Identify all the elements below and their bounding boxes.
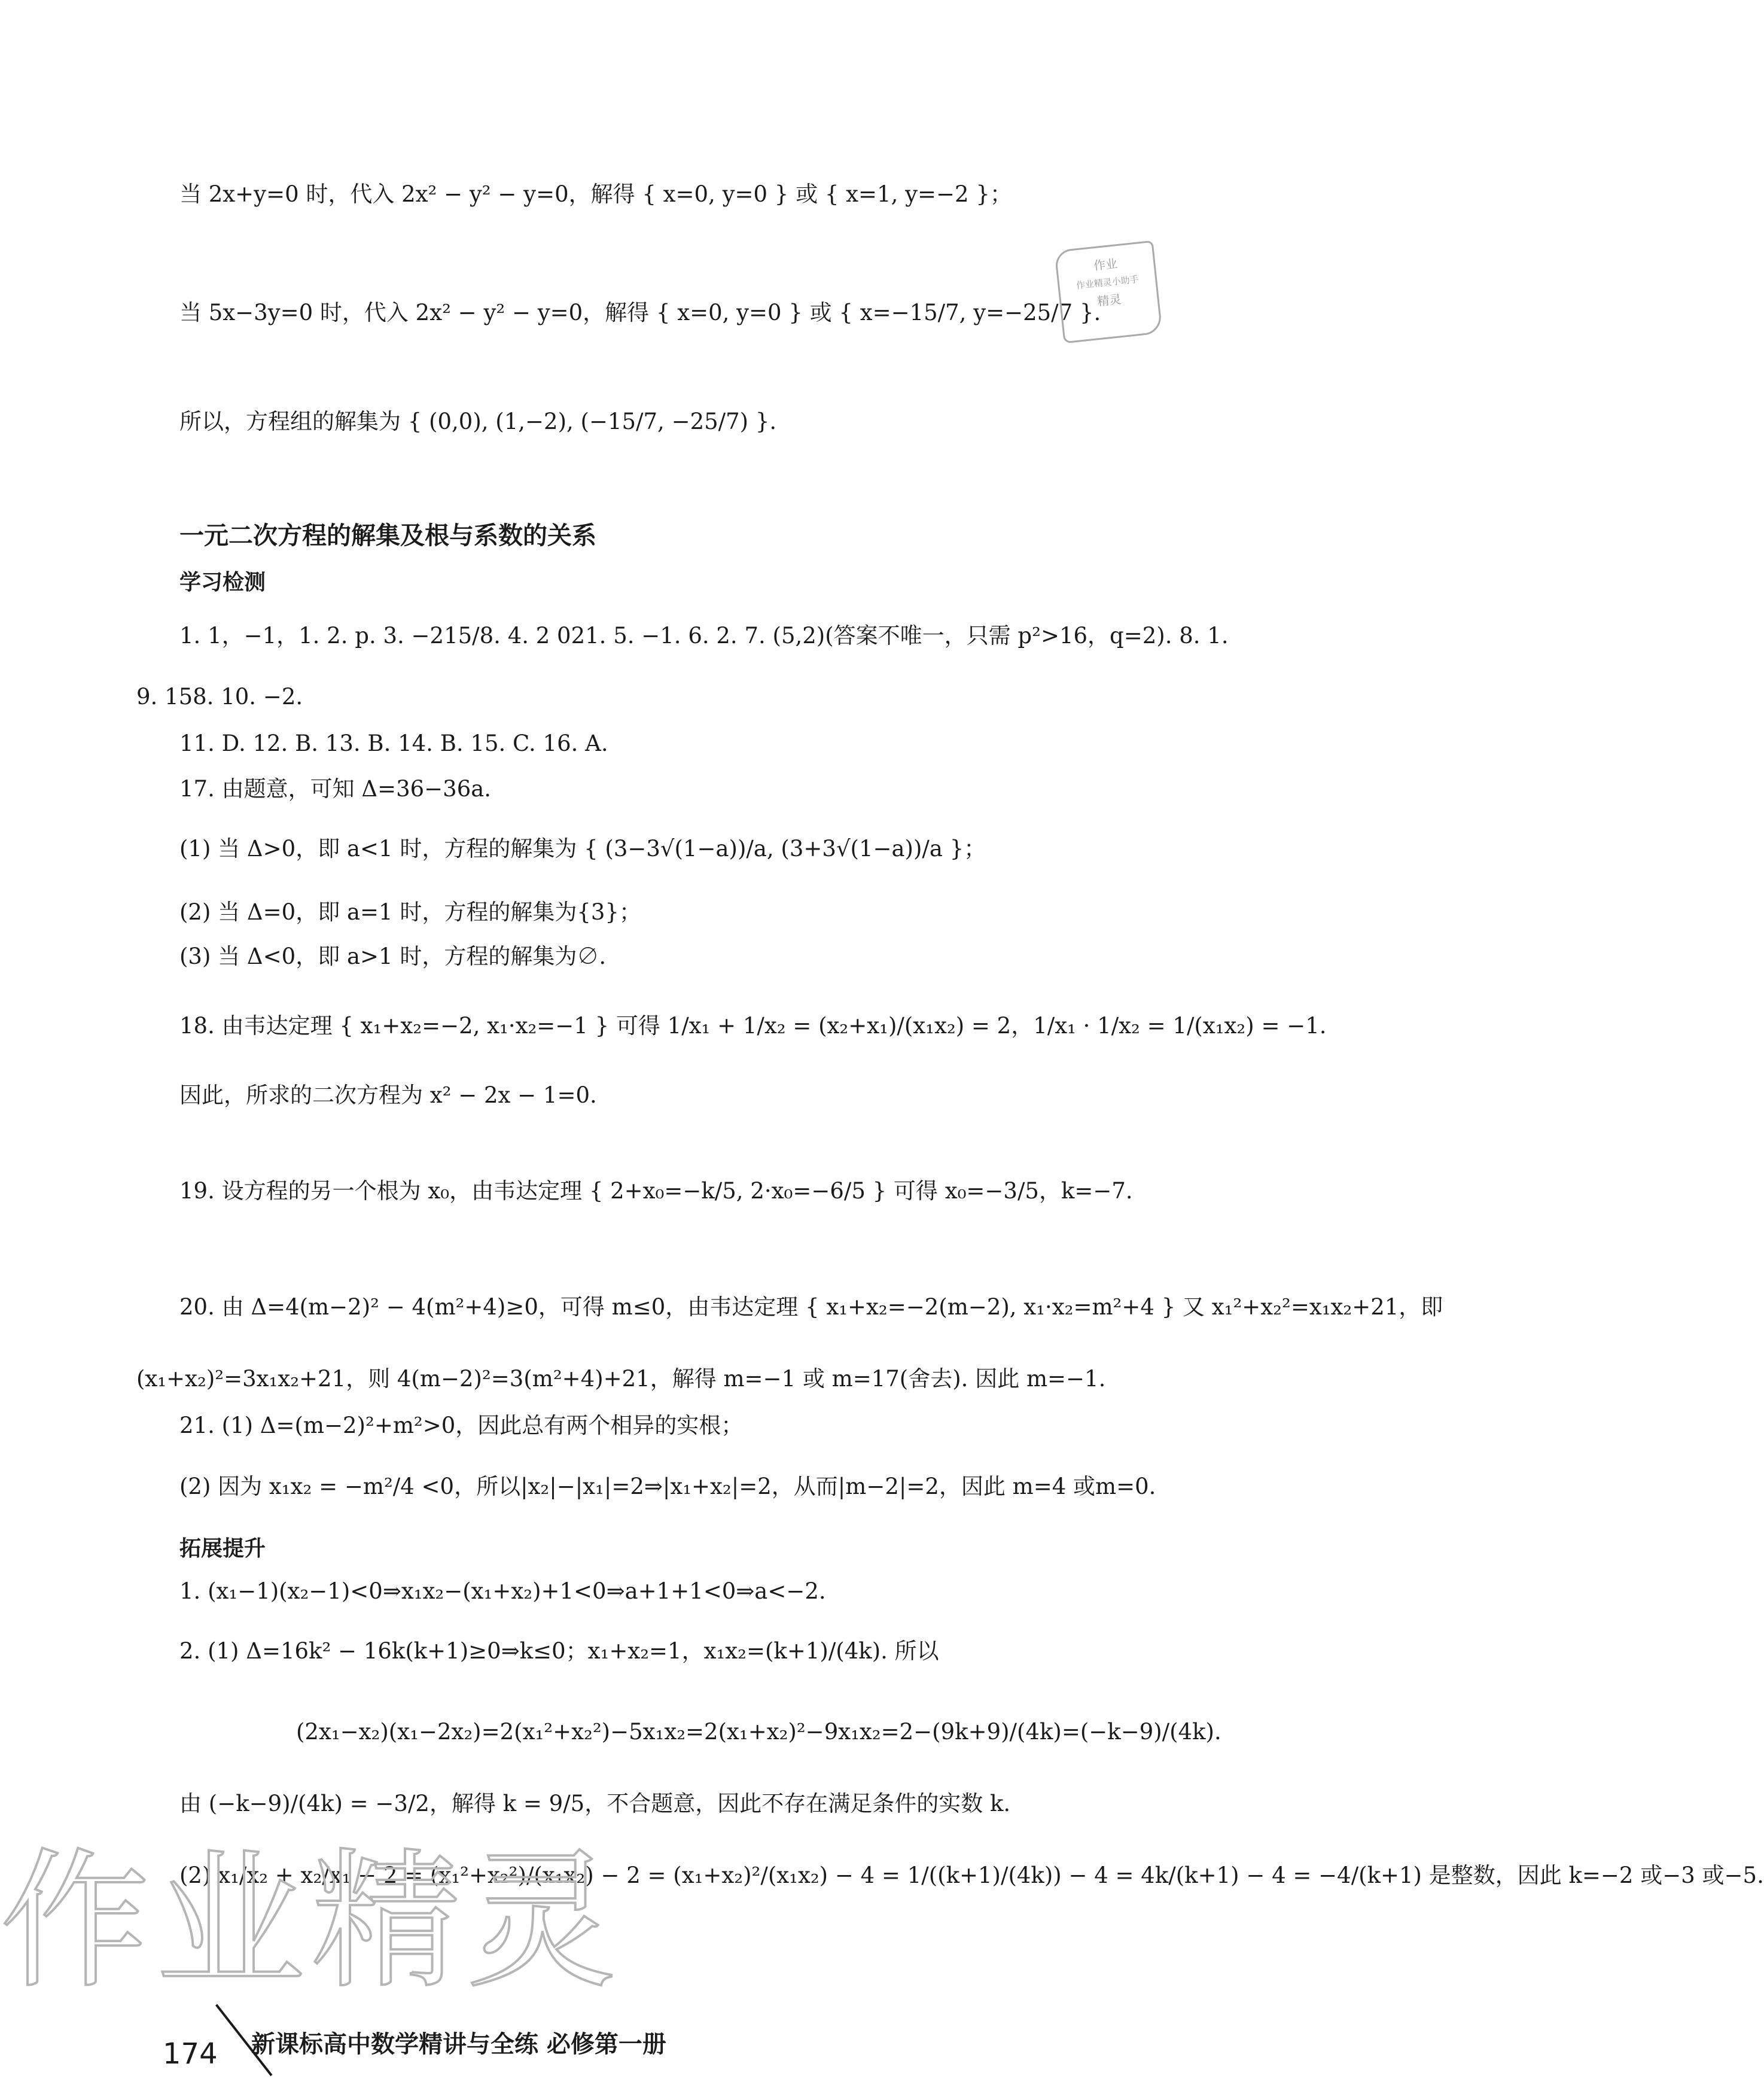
watermark: 作业精灵 — [0, 1834, 622, 2008]
answer-line: (2) 当 Δ=0，即 a=1 时，方程的解集为{3}； — [179, 899, 641, 925]
subsection-title: 学习检测 — [179, 570, 266, 595]
answer-line: 11. D. 12. B. 13. B. 14. B. 15. C. 16. A. — [179, 731, 608, 756]
answer-line: (1) 当 Δ>0，即 a<1 时，方程的解集为 { (3−3√(1−a))/a, (3+3√(1−a))/a }； — [179, 836, 986, 862]
answer-line: 19. 设方程的另一个根为 x₀，由韦达定理 { 2+x₀=−k/5, 2·x₀=−6/5 } 可得 x₀=−3/5，k=−7. — [179, 1178, 1133, 1204]
answer-line: (2) x₁/x₂ + x₂/x₁ − 2 = (x₁²+x₂²)/(x₁x₂) − 2 = (x₁+x₂)²/(x₁x₂) − 4 = 1/((k+1)/(4k)) − 4 = 4k/(k+1) − 4 = −4/(k+1) 是整数，因此 k=−2 或−3 或−5. — [179, 1862, 1764, 1888]
stamp-seal — [1054, 241, 1162, 343]
answer-line: 21. (1) Δ=(m−2)²+m²>0，因此总有两个相异的实根； — [179, 1413, 744, 1438]
answer-line: 18. 由韦达定理 { x₁+x₂=−2, x₁·x₂=−1 } 可得 1/x₁ + 1/x₂ = (x₂+x₁)/(x₁x₂) = 2，1/x₁ · 1/x₂ = 1/(x₁x₂) = −1. — [179, 1013, 1327, 1039]
answer-line: 因此，所求的二次方程为 x² − 2x − 1=0. — [179, 1082, 597, 1108]
book-title: 新课标高中数学精讲与全练 必修第一册 — [251, 2031, 666, 2058]
answer-line: 1. 1，−1，1. 2. p. 3. −215/8. 4. 2 021. 5. −1. 6. 2. 7. (5,2)(答案不唯一，只需 p²>16，q=2). 8. 1. — [179, 623, 1229, 649]
stamp-text: 作业精灵小助手 — [1076, 273, 1140, 291]
page-number: 174 — [163, 2037, 218, 2071]
subsection-title: 拓展提升 — [179, 1536, 266, 1561]
answer-line: (x₁+x₂)²=3x₁x₂+21，则 4(m−2)²=3(m²+4)+21，解得 m=−1 或 m=17(舍去). 因此 m=−1. — [136, 1366, 1106, 1392]
answer-line: 由 (−k−9)/(4k) = −3/2，解得 k = 9/5，不合题意，因此不存在满足条件的实数 k. — [179, 1791, 1011, 1816]
equation-line: (2x₁−x₂)(x₁−2x₂)=2(x₁²+x₂²)−5x₁x₂=2(x₁+x₂)²−9x₁x₂=2−(9k+9)/(4k)=(−k−9)/(4k). — [296, 1719, 1221, 1745]
answer-line: 2. (1) Δ=16k² − 16k(k+1)≥0⇒k≤0；x₁+x₂=1，x₁x₂=(k+1)/(4k). 所以 — [179, 1638, 939, 1664]
stamp-text: 作业 — [1093, 256, 1119, 273]
stamp-text: 精灵 — [1096, 291, 1122, 309]
answer-line: 9. 158. 10. −2. — [136, 684, 303, 710]
answer-line: 20. 由 Δ=4(m−2)² − 4(m²+4)≥0，可得 m≤0，由韦达定理 { x₁+x₂=−2(m−2), x₁·x₂=m²+4 } 又 x₁²+x₂²=x₁x₂+21，即 — [179, 1294, 1443, 1320]
answer-line: 17. 由题意，可知 Δ=36−36a. — [179, 776, 492, 802]
answer-line: 1. (x₁−1)(x₂−1)<0⇒x₁x₂−(x₁+x₂)+1<0⇒a+1+1<0⇒a<−2. — [179, 1578, 826, 1604]
text-line: 当 5x−3y=0 时，代入 2x² − y² − y=0，解得 { x=0, y=0 } 或 { x=−15/7, y=−25/7 }. — [179, 300, 1101, 325]
text-line: 当 2x+y=0 时，代入 2x² − y² − y=0，解得 { x=0, y=0 } 或 { x=1, y=−2 }； — [179, 181, 1012, 207]
answer-line: (2) 因为 x₁x₂ = −m²/4 <0，所以|x₂|−|x₁|=2⇒|x₁+x₂|=2，从而|m−2|=2，因此 m=4 或m=0. — [179, 1474, 1156, 1499]
text-line: 所以，方程组的解集为 { (0,0), (1,−2), (−15/7, −25/7) }. — [179, 409, 777, 434]
answer-line: (3) 当 Δ<0，即 a>1 时，方程的解集为∅. — [179, 944, 607, 969]
section-title: 一元二次方程的解集及根与系数的关系 — [179, 521, 596, 550]
